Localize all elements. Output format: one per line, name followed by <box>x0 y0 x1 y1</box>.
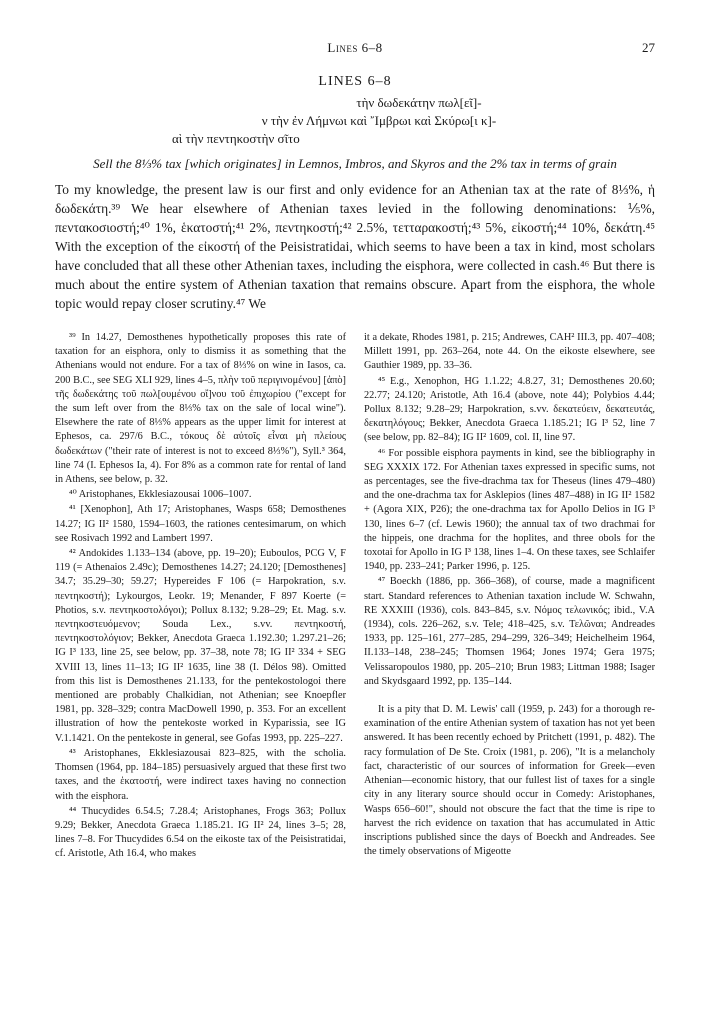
main-text: To my knowledge, the present law is our first and only evidence for an Athenian tax at the rate of 8⅓%, ἡ δωδεκάτη.³⁹ We hear elsewhere of Athenian taxes levied in the following denominations: ⅕%, πεντακοσιοστή;⁴⁰ 1%, ἑκατοστή;⁴¹ 2%, πεντηκοστή;⁴² 2.5%, τετταρακοστή;⁴³ 5%, εἰκοστή;⁴⁴ 10%, δεκάτη.⁴⁵ With the exception of the εἰκοστή of the Peisistratidai, which seems to have been a tax in kind, most scholars have concluded that all these other Athenian taxes, including the eisphora, were collected in cash.⁴⁶ But there is much about the entire system of Athenian taxation that remains obscure. Apart from the eisphora, the whole topic would repay closer scrutiny.⁴⁷ We <box>55 182 655 311</box>
footnotes-right-column <box>364 331 655 862</box>
translation: Sell the 8⅓% tax [which originates] in Lemnos, Imbros, and Skyros and the 2% tax in terms of grain <box>93 156 617 171</box>
footnote-39: ³⁹ In 14.27, Demosthenes hypothetically proposes this rate of taxation for an eisphora, only to dismiss it as something that the Athenians would not endure. For a tax of 8⅓% on wine in Iasos, ca. 200 B.C., see SEG XLI 929, lines 4–5, πλὴν τοῦ περιγινομένου] [ἀπὸ] τῆς δωδεκάτης τοῦ πωλ[ουμένου οἴ]νου τοῦ ἐπιχωρίου ("except for the sum left over from the 8⅓% tax on the sale of local wine"). Elsewhere the rate of 8⅓% appears as the upper limit for interest at Ephesos, ca. 297/6 B.C., τόκους δὲ αὐτοῖς εἶναι μὴ πλείους δωδεκάτων ("their rate of interest is not to exceed 8⅓%"), Syll.³ 364, line 74 (I. Ephesos Ia, 4). For 8% as a common rate for rental of land in Athens, see below, p. 32. <box>55 332 346 486</box>
greek-line-2: ν τὴν ἐν Λήμνωι καὶ ῎Ιμβρωι καὶ Σκύρω[ι κ]- <box>261 113 497 128</box>
footnote-47: ⁴⁷ Boeckh (1886, pp. 366–368), of course, made a magnificent start. Standard references to Athenian taxation include W. Schwahn, RE XXXIII (1936), cols. 843–845, s.v. Νόμος τελωνικός; ibid., V.A (1934), cols. 226–262, s.v. Tele; 418–425, s.v. Τελῶναι; Andreades 1933, pp. 125–161, 277–285, 294–299, 326–349; Heichelheim 1964, II.133–148, 238–245; Thomsen 1964; Jones 1974; Gera 1975; Velissaropoulos 1980, pp. 205–210; Brun 1983; Littman 1988; Isager and Skydsgaard 1992, pp. 135–144. <box>364 576 655 687</box>
footnote-40: ⁴⁰ Aristophanes, Ekklesiazousai 1006–1007. <box>69 489 252 501</box>
footnote-41: ⁴¹ [Xenophon], Ath 17; Aristophanes, Wasps 658; Demosthenes 14.27; IG II² 1580, 1594–1603, the rationes centesimarum, on which see Rosivach 1992 and Lambert 1997. <box>55 504 346 544</box>
greek-inscription <box>55 94 655 148</box>
greek-line-1: τὴν δωδεκάτην πωλ[εῖ]- <box>356 95 482 110</box>
footnotes-left-column <box>55 331 346 862</box>
greek-line-3: αὶ τὴν πεντηκοστὴν σῖτο <box>172 131 300 146</box>
footnote-46: ⁴⁶ For possible eisphora payments in kind, see the bibliography in SEG XXXIX 172. For Athenian taxes expressed in specific sums, not as percentages, see the five-drachma tax for Theseus (lines 479–480) and the one-drachma tax for Asklepios (lines 487–488) in IG II² 1582 + (Agora XIX, P26); the one-drachma tax for Apollo Delios in IG I³ 130, lines 6–7 (cf. Lewis 1960); the annual tax of two drachmai for the hippeis, one drachma for the hoplites, and three obols for the toxotai for Apollo in IG I³ 138, lines 1–4. On these taxes, see Schlaifer 1940, pp. 233–241; Parker 1996, p. 125. <box>364 447 655 573</box>
page-number: 27 <box>642 40 655 55</box>
running-title: Lines 6–8 <box>327 40 383 55</box>
running-header <box>55 40 655 60</box>
footnote-42: ⁴² Andokides 1.133–134 (above, pp. 19–20); Euboulos, PCG V, F 119 (= Athenaios 2.49c); Demosthenes 14.27; 24.120; [Demosthenes] 34.7; 35.29–30; 59.27; Hypereides F 106 (= Harpokration, s.v. πεντηκοστή); Lykourgos, Leokr. 19; Menander, F 897 Koerte (= Photios, s.v. πεντηκοστολόγοι); Pollux 8.132; 9.28–29; Et. Mag. s.v. πεντηκοστευόμενον; Souda Lex., s.vv. πεντηκοστή, πεντηκοστολόγιον; Bekker, Anecdota Graeca 1.192.30; 1.297.21–26; IG I³ 133, line 25, see below, pp. 37–38, note 78; IG II² 334 + SEG XVIII 13, lines 11–13; IG II² 1635, line 38 (I. Délos 98). Omitted from this list is Demosthenes 21.133, for the pentekostologoi there mentioned are probably Chalkidian, not Athenian; see Knoepfler 1981, pp. 328–329; contra MacDowell 1990, p. 353. For an excellent illustration of how the pentekoste worked in Kyparissia, see IG V.1.1421. On the pentekoste in general, see Gofas 1993, pp. 225–227. <box>55 548 346 744</box>
footnote-47-paragraph: It is a pity that D. M. Lewis' call (1959, p. 243) for a thorough re-examination of the entire Athenian system of taxation has not yet been answered. It has been recently echoed by Pritchett (1991, p. 482). The racy formulation of De Ste. Croix (1981, p. 206), "It is a melancholy fact, characteristic of our sources of information for Greek—even Athenian—economic history, that our fullest list of taxes for a single city in any literary source should occur in Comedy: Aristophanes, Wasps 656–60!", should not obscure the fact that the time is ripe to harvest the rich evidence on taxation that has accumulated in Attic inscriptions published since the days of Boeckh and Andreades. See the timely observations of Migeotte <box>364 704 655 858</box>
page <box>55 40 655 862</box>
section-heading: LINES 6–8 <box>318 74 392 89</box>
footnote-44: ⁴⁴ Thucydides 6.54.5; 7.28.4; Aristophanes, Frogs 363; Pollux 9.29; Bekker, Anecdota Graeca 1.185.21. IG II² 24, lines 3–5; 28, lines 7–8. For Thucydides 6.54 on the eikoste tax of the Peisistratidai, cf. Aristotle, Ath 16.4, who makes <box>55 805 346 860</box>
footnote-45: ⁴⁵ E.g., Xenophon, HG 1.1.22; 4.8.27, 31; Demosthenes 20.60; 22.77; 24.120; Aristotle, Ath 16.4 (above, note 44); Polybios 4.44; Pollux 8.132; 9.28–29; Harpokration, s.vv. δεκατεύειν, δεκατευτάς, δεκατηλόγους; Bekker, Anecdota Graeca 1.185.21; IG I³ 52, line 7 (see below, pp. 82–84); IG II² 1609, col. II, line 97. <box>364 375 655 444</box>
footnotes <box>55 331 655 862</box>
footnote-43: ⁴³ Aristophanes, Ekklesiazousai 823–825, with the scholia. Thomsen (1964, pp. 184–185) persuasively argued that these first two taxes, and the ἑκατοστή, were indirect taxes having no connection with the eisphora. <box>55 747 346 802</box>
footnote-44-cont: it a dekate, Rhodes 1981, p. 215; Andrewes, CAH² III.3, pp. 407–408; Millett 1991, pp. 263–264, note 44. On the eikoste elsewhere, see Gauthier 1989, pp. 33–36. <box>364 332 655 372</box>
